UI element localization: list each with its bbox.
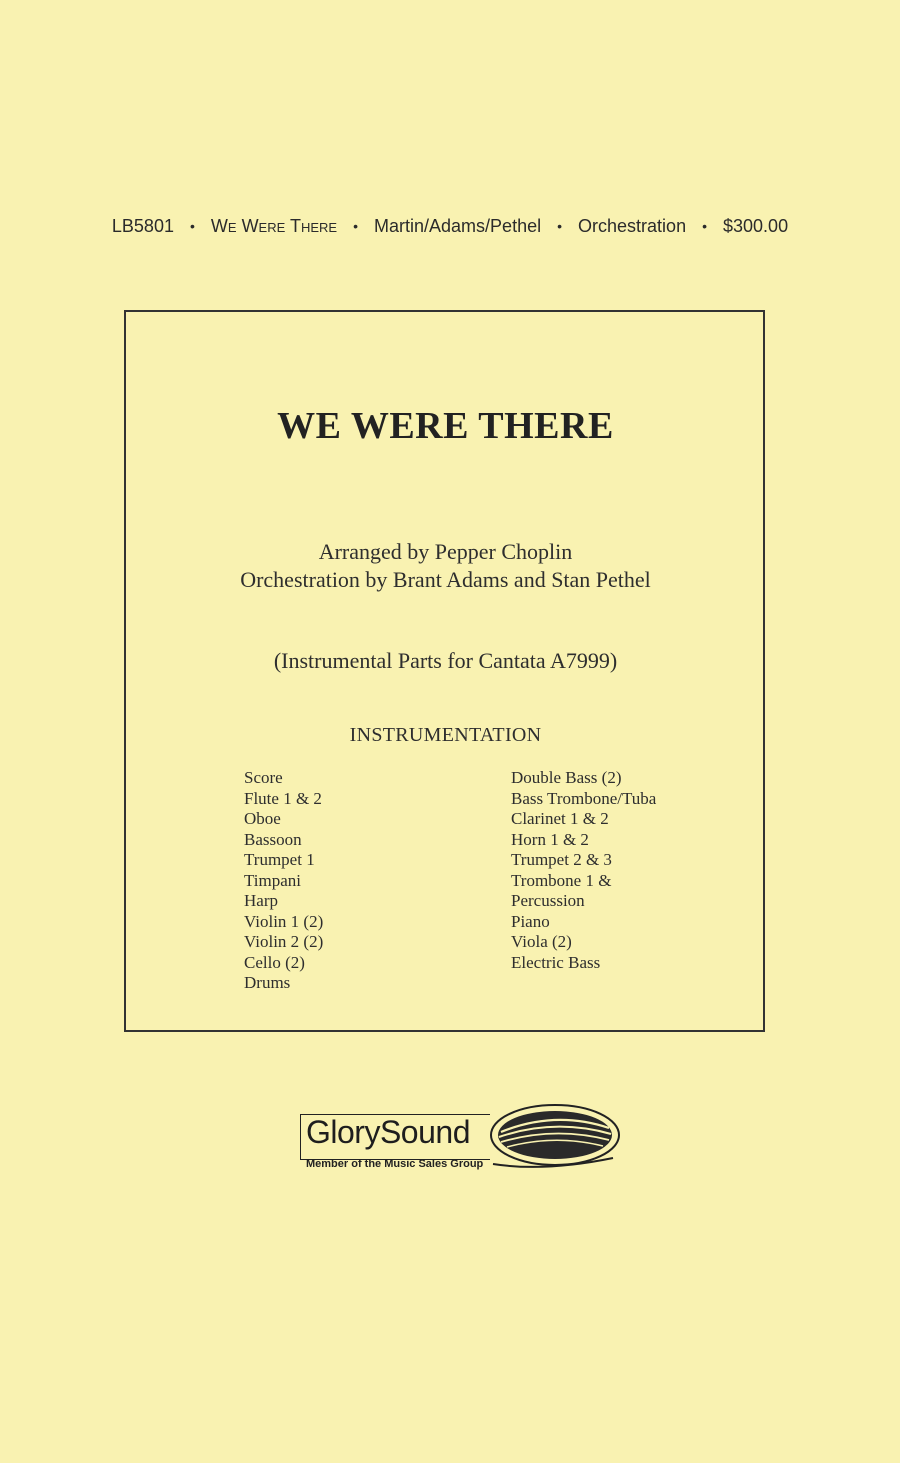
instrument-item: Violin 1 (2)	[244, 911, 324, 931]
orchestration-line: Orchestration by Brant Adams and Stan Pethel	[240, 567, 651, 592]
publisher-tagline: Member of the Music Sales Group	[306, 1158, 484, 1170]
instrumentation-heading: INSTRUMENTATION	[349, 724, 542, 746]
instrument-item: Violin 2 (2)	[244, 932, 324, 951]
header-product-type: Orchestration	[578, 216, 687, 236]
catalog-header-line	[0, 216, 900, 237]
publisher-name: GlorySound	[306, 1114, 470, 1150]
instrument-item: Percussion	[511, 891, 585, 910]
instrument-item: Cello (2)	[244, 952, 305, 972]
header-price: $300.00	[723, 216, 789, 236]
instrument-item: Trumpet 1	[244, 850, 315, 869]
arranger-line: Arranged by Pepper Choplin	[318, 539, 573, 564]
instrument-item: Electric Bass	[511, 952, 601, 972]
instrument-item: Oboe	[244, 809, 281, 828]
cover-credits	[124, 538, 767, 594]
instrument-item: Double Bass (2)	[511, 768, 622, 787]
instrument-item: Harp	[244, 891, 278, 910]
cover-title: WE WERE THERE	[277, 405, 614, 447]
header-separator: •	[353, 218, 358, 234]
instrument-list-left	[244, 768, 323, 994]
header-separator: •	[189, 218, 195, 234]
instrument-item: Bassoon	[244, 829, 302, 849]
catalog-number: LB5801	[111, 216, 174, 236]
header-separator: •	[557, 218, 563, 234]
instrument-item: Timpani	[244, 870, 302, 890]
instrument-item: Clarinet 1 & 2	[511, 809, 609, 828]
instrument-item: Score	[244, 768, 283, 787]
instrument-item: Trumpet 2 & 3	[511, 850, 612, 869]
instrument-item: Piano	[511, 911, 550, 931]
header-separator: •	[702, 218, 707, 234]
instrument-list-right	[511, 768, 656, 973]
instrument-item: Horn 1 & 2	[511, 829, 589, 849]
parts-note: (Instrumental Parts for Cantata A7999)	[273, 648, 618, 673]
instrument-item: Bass Trombone/Tuba	[511, 788, 657, 808]
instrument-item: Drums	[244, 973, 291, 992]
publisher-logo	[300, 1102, 622, 1174]
instrument-item: Trombone 1 &	[511, 870, 612, 890]
glorysound-logo-icon	[485, 1102, 622, 1172]
instrument-item: Flute 1 & 2	[244, 788, 322, 808]
header-authors: Martin/Adams/Pethel	[374, 216, 542, 236]
header-title: We Were There	[210, 216, 338, 236]
instrument-item: Viola (2)	[511, 932, 572, 951]
